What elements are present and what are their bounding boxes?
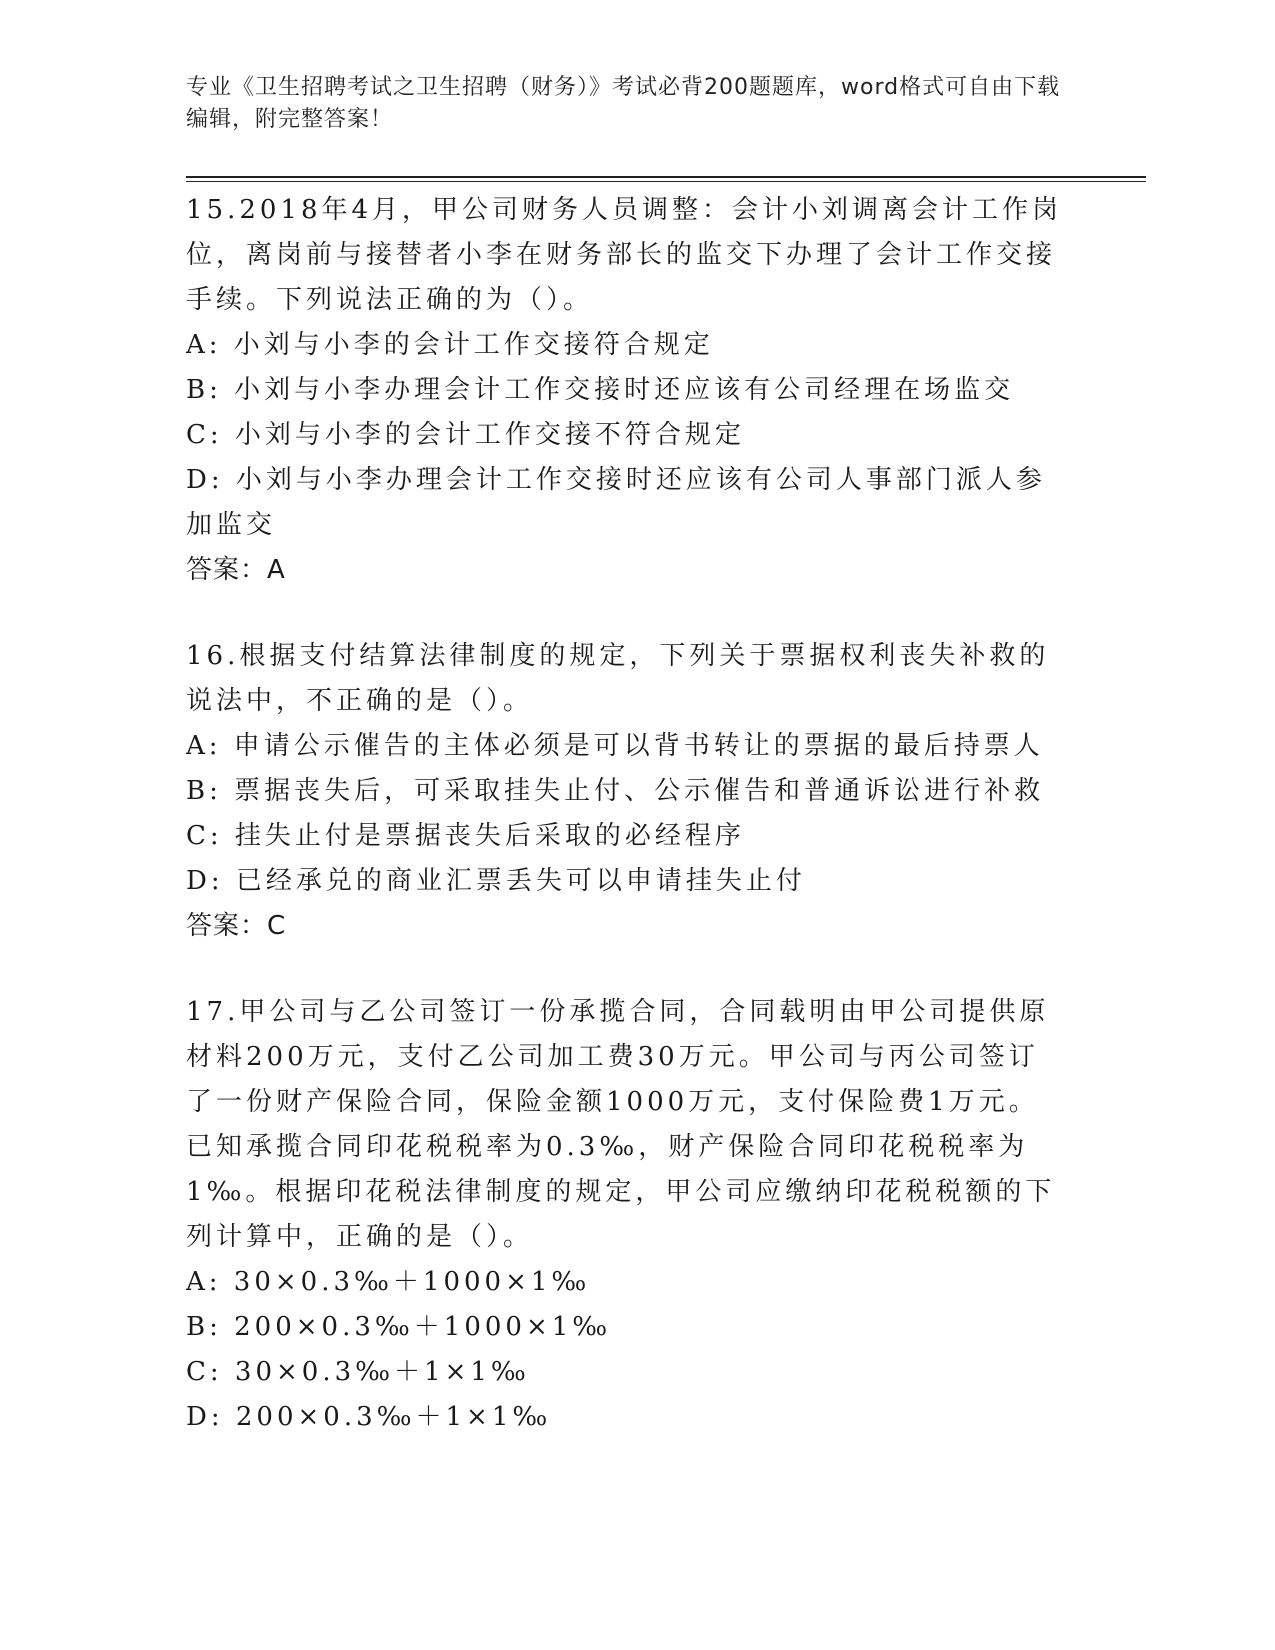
option-b: B: 票据丧失后，可采取挂失止付、公示催告和普通诉讼进行补救 xyxy=(186,776,1045,806)
option-c: C: 挂失止付是票据丧失后采取的必经程序 xyxy=(186,821,745,851)
option-b: B: 小刘与小李办理会计工作交接时还应该有公司经理在场监交 xyxy=(186,375,1015,405)
question-stem: 16.根据支付结算法律制度的规定，下列关于票据权利丧失补救的说法中，不正确的是（）。 xyxy=(186,641,1050,716)
question-list xyxy=(186,188,1066,1481)
option-d: D: 已经承兑的商业汇票丢失可以申请挂失止付 xyxy=(186,866,806,896)
option-d: D: 200×0.3‰＋1×1‰ xyxy=(186,1402,552,1432)
option-c: C: 30×0.3‰＋1×1‰ xyxy=(186,1357,530,1387)
option-a: A: 30×0.3‰＋1000×1‰ xyxy=(186,1267,591,1297)
option-b: B: 200×0.3‰＋1000×1‰ xyxy=(186,1312,612,1342)
option-c: C: 小刘与小李的会计工作交接不符合规定 xyxy=(186,420,745,450)
option-d: D: 小刘与小李办理会计工作交接时还应该有公司人事部门派人参加监交 xyxy=(186,465,1046,540)
question-16 xyxy=(186,634,1066,949)
header-divider-thick xyxy=(186,176,1146,178)
option-a: A: 小刘与小李的会计工作交接符合规定 xyxy=(186,330,714,360)
answer-line: 答案：A xyxy=(186,555,286,585)
document-header: 专业《卫生招聘考试之卫生招聘（财务）》考试必背200题题库，word格式可自由下载编辑，附完整答案！ xyxy=(186,75,1061,132)
question-17 xyxy=(186,990,1066,1440)
question-stem: 15.2018年4月，甲公司财务人员调整：会计小刘调离会计工作岗位，离岗前与接替者小李在财务部长的监交下办理了会计工作交接手续。下列说法正确的为（）。 xyxy=(186,195,1063,315)
option-a: A: 申请公示催告的主体必须是可以背书转让的票据的最后持票人 xyxy=(186,731,1044,761)
question-15 xyxy=(186,188,1066,593)
header-divider-thin xyxy=(186,181,1146,182)
answer-line: 答案：C xyxy=(186,911,287,941)
question-stem: 17.甲公司与乙公司签订一份承揽合同，合同载明由甲公司提供原材料200万元，支付乙公司加工费30万元。甲公司与丙公司签订了一份财产保险合同，保险金额1000万元，支付保险费1万元。已知承揽合同印花税税率为0.3‰，财产保险合同印花税税率为1‰。根据印花税法律制度的规定，甲公司应缴纳印花税税额的下列计算中，正确的是（）。 xyxy=(186,997,1056,1252)
